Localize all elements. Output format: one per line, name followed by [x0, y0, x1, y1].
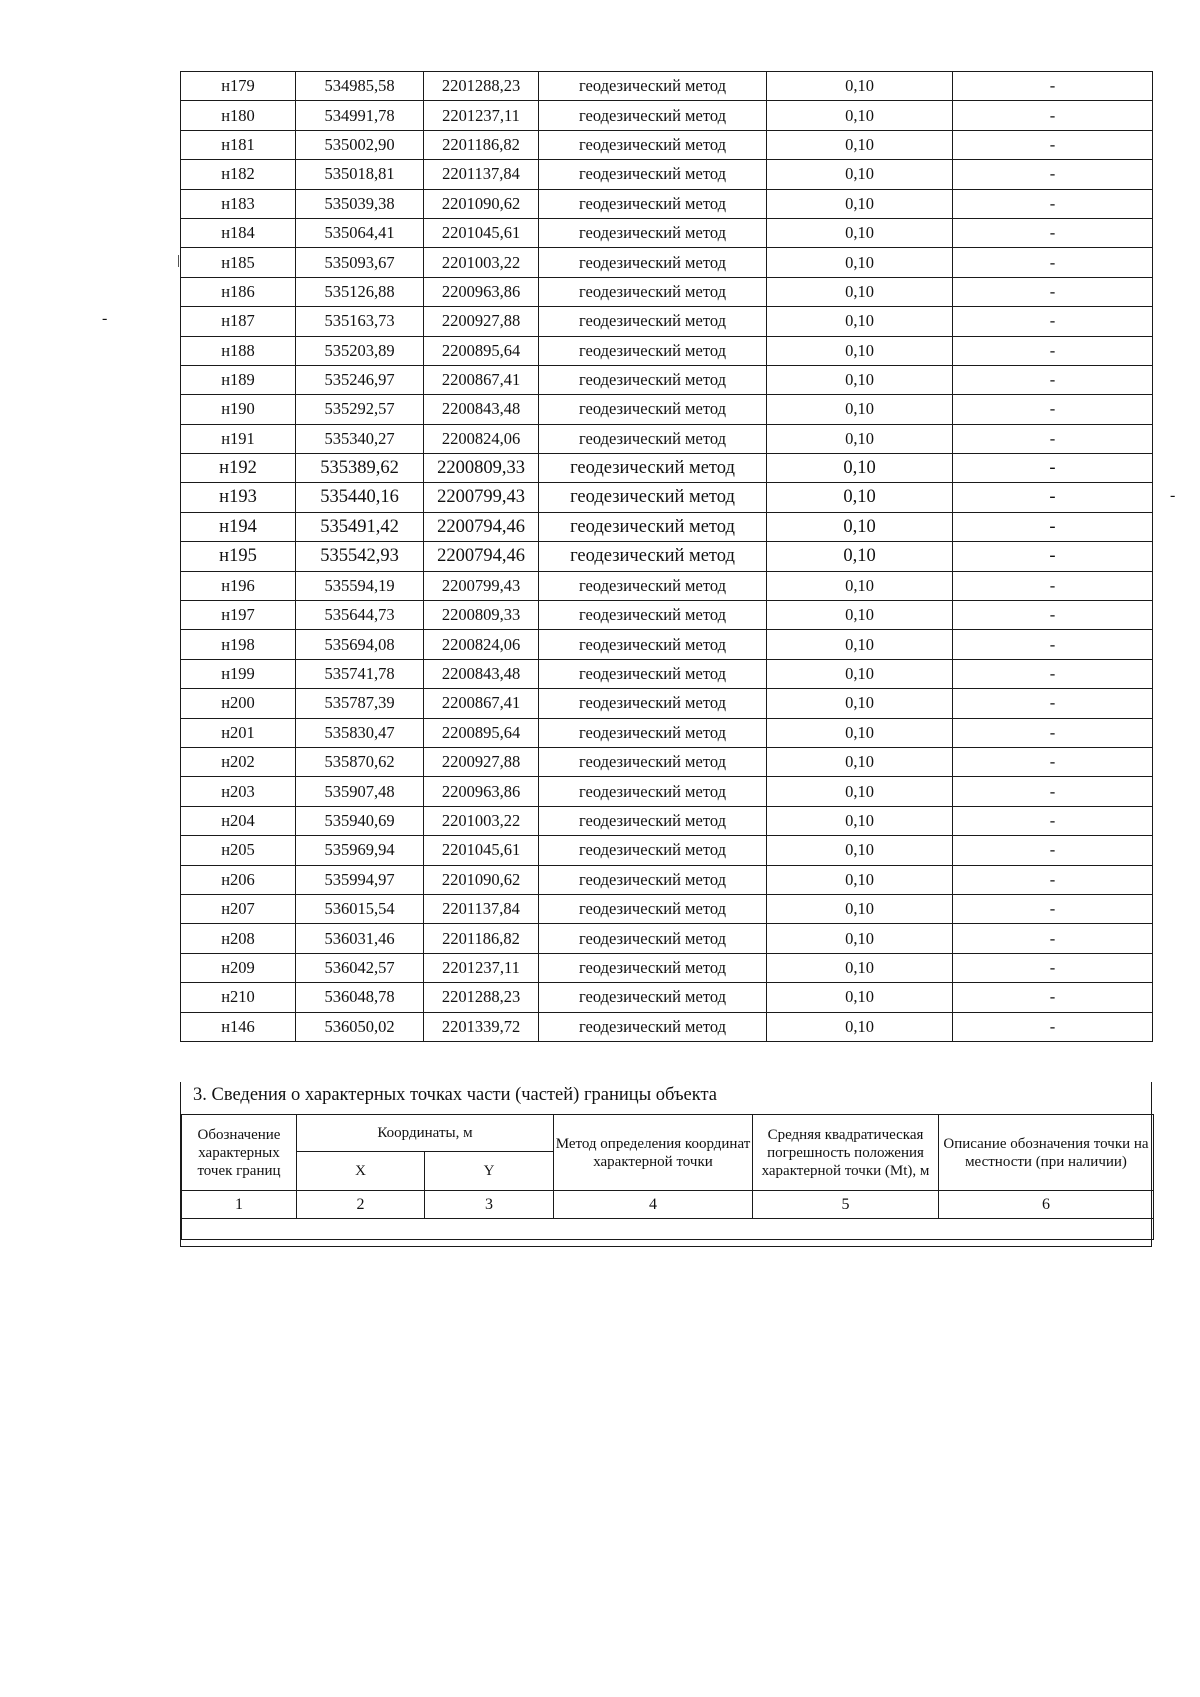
y-coordinate-cell: 2201288,23 [424, 72, 539, 101]
description-cell: - [953, 248, 1153, 277]
accuracy-cell: 0,10 [767, 806, 953, 835]
accuracy-cell: 0,10 [767, 601, 953, 630]
y-coordinate-cell: 2200927,88 [424, 747, 539, 776]
y-coordinate-cell: 2200895,64 [424, 336, 539, 365]
header-coordinates: Координаты, м [297, 1115, 554, 1152]
table-row [181, 865, 1153, 894]
y-coordinate-cell: 2201339,72 [424, 1012, 539, 1041]
accuracy-cell: 0,10 [767, 454, 953, 483]
table-row [181, 924, 1153, 953]
table-row [181, 983, 1153, 1012]
accuracy-cell: 0,10 [767, 277, 953, 306]
description-cell: - [953, 1012, 1153, 1041]
description-cell: - [953, 601, 1153, 630]
y-coordinate-cell: 2201090,62 [424, 189, 539, 218]
method-cell: геодезический метод [539, 659, 767, 688]
table-row [181, 601, 1153, 630]
y-coordinate-cell: 2201003,22 [424, 248, 539, 277]
x-coordinate-cell: 535741,78 [296, 659, 424, 688]
x-coordinate-cell: 535126,88 [296, 277, 424, 306]
y-coordinate-cell: 2201045,61 [424, 836, 539, 865]
y-coordinate-cell: 2201237,11 [424, 953, 539, 982]
x-coordinate-cell: 535002,90 [296, 130, 424, 159]
x-coordinate-cell: 535830,47 [296, 718, 424, 747]
description-cell: - [953, 189, 1153, 218]
table-row [181, 189, 1153, 218]
method-cell: геодезический метод [539, 630, 767, 659]
section-title: 3. Сведения о характерных точках части (частей) границы объекта [193, 1085, 718, 1105]
method-cell: геодезический метод [539, 836, 767, 865]
accuracy-cell: 0,10 [767, 189, 953, 218]
point-id-cell: н205 [181, 836, 296, 865]
table-row [181, 836, 1153, 865]
description-cell: - [953, 983, 1153, 1012]
y-coordinate-cell: 2200799,43 [424, 483, 539, 512]
table-row [181, 395, 1153, 424]
table-row [181, 542, 1153, 571]
point-id-cell: н197 [181, 601, 296, 630]
boundary-points-table [180, 71, 1153, 1042]
x-coordinate-cell: 535440,16 [296, 483, 424, 512]
y-coordinate-cell: 2200794,46 [424, 512, 539, 541]
y-coordinate-cell: 2200824,06 [424, 630, 539, 659]
x-coordinate-cell: 535940,69 [296, 806, 424, 835]
description-cell: - [953, 806, 1153, 835]
description-cell: - [953, 689, 1153, 718]
table-row [181, 365, 1153, 394]
boundary-points-body [181, 72, 1153, 1042]
table-row [181, 248, 1153, 277]
table-row [181, 777, 1153, 806]
point-id-cell: н179 [181, 72, 296, 101]
point-id-cell: н194 [181, 512, 296, 541]
description-cell: - [953, 218, 1153, 247]
table-row [181, 659, 1153, 688]
point-id-cell: н209 [181, 953, 296, 982]
table-row [181, 571, 1153, 600]
y-coordinate-cell: 2201186,82 [424, 924, 539, 953]
x-coordinate-cell: 534991,78 [296, 101, 424, 130]
y-coordinate-cell: 2200843,48 [424, 659, 539, 688]
column-number: 6 [939, 1191, 1154, 1219]
x-coordinate-cell: 535203,89 [296, 336, 424, 365]
method-cell: геодезический метод [539, 806, 767, 835]
x-coordinate-cell: 535542,93 [296, 542, 424, 571]
method-cell: геодезический метод [539, 395, 767, 424]
method-cell: геодезический метод [539, 865, 767, 894]
table-row [181, 689, 1153, 718]
y-coordinate-cell: 2201237,11 [424, 101, 539, 130]
table-row [181, 72, 1153, 101]
accuracy-cell: 0,10 [767, 365, 953, 394]
description-cell: - [953, 747, 1153, 776]
scan-artifact-tick [178, 255, 179, 267]
description-cell: - [953, 953, 1153, 982]
y-coordinate-cell: 2201090,62 [424, 865, 539, 894]
x-coordinate-cell: 535644,73 [296, 601, 424, 630]
method-cell: геодезический метод [539, 953, 767, 982]
y-coordinate-cell: 2200809,33 [424, 601, 539, 630]
point-id-cell: н196 [181, 571, 296, 600]
header-accuracy: Средняя квадратическая погрешность положения характерной точки (Mt), м [753, 1115, 939, 1191]
header-designation: Обозначение характерных точек границ [182, 1115, 297, 1191]
accuracy-cell: 0,10 [767, 983, 953, 1012]
table-row [181, 277, 1153, 306]
x-coordinate-cell: 535907,48 [296, 777, 424, 806]
table-row [181, 336, 1153, 365]
x-coordinate-cell: 535292,57 [296, 395, 424, 424]
point-id-cell: н187 [181, 307, 296, 336]
method-cell: геодезический метод [539, 277, 767, 306]
part-boundary-points-table [181, 1114, 1154, 1240]
y-coordinate-cell: 2200843,48 [424, 395, 539, 424]
point-id-cell: н204 [181, 806, 296, 835]
point-id-cell: н207 [181, 894, 296, 923]
y-coordinate-cell: 2201137,84 [424, 160, 539, 189]
point-id-cell: н183 [181, 189, 296, 218]
x-coordinate-cell: 536048,78 [296, 983, 424, 1012]
method-cell: геодезический метод [539, 777, 767, 806]
table-row [181, 747, 1153, 776]
point-id-cell: н181 [181, 130, 296, 159]
table-row [181, 512, 1153, 541]
x-coordinate-cell: 535039,38 [296, 189, 424, 218]
method-cell: геодезический метод [539, 424, 767, 453]
x-coordinate-cell: 536031,46 [296, 924, 424, 953]
method-cell: геодезический метод [539, 454, 767, 483]
table-row [181, 307, 1153, 336]
x-coordinate-cell: 536050,02 [296, 1012, 424, 1041]
description-cell: - [953, 395, 1153, 424]
table-row [181, 160, 1153, 189]
table-row [181, 806, 1153, 835]
method-cell: геодезический метод [539, 307, 767, 336]
y-coordinate-cell: 2201186,82 [424, 130, 539, 159]
description-cell: - [953, 454, 1153, 483]
accuracy-cell: 0,10 [767, 836, 953, 865]
column-number: 3 [425, 1191, 554, 1219]
point-id-cell: н201 [181, 718, 296, 747]
point-id-cell: н189 [181, 365, 296, 394]
method-cell: геодезический метод [539, 747, 767, 776]
method-cell: геодезический метод [539, 718, 767, 747]
header-method: Метод определения координат характерной точки [554, 1115, 753, 1191]
accuracy-cell: 0,10 [767, 512, 953, 541]
x-coordinate-cell: 535969,94 [296, 836, 424, 865]
method-cell: геодезический метод [539, 571, 767, 600]
method-cell: геодезический метод [539, 601, 767, 630]
y-coordinate-cell: 2200824,06 [424, 424, 539, 453]
point-id-cell: н198 [181, 630, 296, 659]
method-cell: геодезический метод [539, 483, 767, 512]
x-coordinate-cell: 535064,41 [296, 218, 424, 247]
table-row [181, 101, 1153, 130]
x-coordinate-cell: 535389,62 [296, 454, 424, 483]
table-row [181, 630, 1153, 659]
point-id-cell: н182 [181, 160, 296, 189]
description-cell: - [953, 542, 1153, 571]
accuracy-cell: 0,10 [767, 894, 953, 923]
header-y: Y [425, 1152, 554, 1191]
accuracy-cell: 0,10 [767, 395, 953, 424]
point-id-cell: н185 [181, 248, 296, 277]
point-id-cell: н184 [181, 218, 296, 247]
description-cell: - [953, 424, 1153, 453]
accuracy-cell: 0,10 [767, 659, 953, 688]
description-cell: - [953, 160, 1153, 189]
point-id-cell: н200 [181, 689, 296, 718]
description-cell: - [953, 718, 1153, 747]
point-id-cell: н146 [181, 1012, 296, 1041]
method-cell: геодезический метод [539, 248, 767, 277]
description-cell: - [953, 777, 1153, 806]
method-cell: геодезический метод [539, 689, 767, 718]
stray-mark-right: - [1170, 487, 1176, 504]
y-coordinate-cell: 2201045,61 [424, 218, 539, 247]
point-id-cell: н192 [181, 454, 296, 483]
accuracy-cell: 0,10 [767, 747, 953, 776]
table-row [181, 718, 1153, 747]
column-number: 1 [182, 1191, 297, 1219]
description-cell: - [953, 101, 1153, 130]
x-coordinate-cell: 536015,54 [296, 894, 424, 923]
description-cell: - [953, 924, 1153, 953]
method-cell: геодезический метод [539, 1012, 767, 1041]
description-cell: - [953, 365, 1153, 394]
method-cell: геодезический метод [539, 894, 767, 923]
point-id-cell: н206 [181, 865, 296, 894]
description-cell: - [953, 307, 1153, 336]
description-cell: - [953, 512, 1153, 541]
table-row [181, 424, 1153, 453]
y-coordinate-cell: 2200809,33 [424, 454, 539, 483]
point-id-cell: н203 [181, 777, 296, 806]
x-coordinate-cell: 536042,57 [296, 953, 424, 982]
y-coordinate-cell: 2201288,23 [424, 983, 539, 1012]
accuracy-cell: 0,10 [767, 924, 953, 953]
x-coordinate-cell: 535787,39 [296, 689, 424, 718]
method-cell: геодезический метод [539, 101, 767, 130]
point-id-cell: н191 [181, 424, 296, 453]
description-cell: - [953, 336, 1153, 365]
method-cell: геодезический метод [539, 512, 767, 541]
point-id-cell: н210 [181, 983, 296, 1012]
description-cell: - [953, 659, 1153, 688]
table-row [181, 1012, 1153, 1041]
column-number: 2 [297, 1191, 425, 1219]
x-coordinate-cell: 535491,42 [296, 512, 424, 541]
y-coordinate-cell: 2200867,41 [424, 689, 539, 718]
x-coordinate-cell: 534985,58 [296, 72, 424, 101]
table-row [181, 483, 1153, 512]
header-description: Описание обозначения точки на местности (при наличии) [939, 1115, 1154, 1191]
description-cell: - [953, 836, 1153, 865]
table-row [181, 894, 1153, 923]
accuracy-cell: 0,10 [767, 630, 953, 659]
stray-mark-left: - [102, 310, 108, 327]
description-cell: - [953, 72, 1153, 101]
description-cell: - [953, 130, 1153, 159]
section-3-block [180, 1082, 1152, 1247]
x-coordinate-cell: 535340,27 [296, 424, 424, 453]
x-coordinate-cell: 535870,62 [296, 747, 424, 776]
point-id-cell: н195 [181, 542, 296, 571]
method-cell: геодезический метод [539, 130, 767, 159]
method-cell: геодезический метод [539, 218, 767, 247]
method-cell: геодезический метод [539, 542, 767, 571]
method-cell: геодезический метод [539, 365, 767, 394]
x-coordinate-cell: 535018,81 [296, 160, 424, 189]
method-cell: геодезический метод [539, 924, 767, 953]
y-coordinate-cell: 2200963,86 [424, 777, 539, 806]
accuracy-cell: 0,10 [767, 424, 953, 453]
accuracy-cell: 0,10 [767, 718, 953, 747]
table-row [181, 218, 1153, 247]
method-cell: геодезический метод [539, 983, 767, 1012]
y-coordinate-cell: 2200794,46 [424, 542, 539, 571]
point-id-cell: н180 [181, 101, 296, 130]
accuracy-cell: 0,10 [767, 571, 953, 600]
y-coordinate-cell: 2200963,86 [424, 277, 539, 306]
method-cell: геодезический метод [539, 160, 767, 189]
y-coordinate-cell: 2201137,84 [424, 894, 539, 923]
x-coordinate-cell: 535994,97 [296, 865, 424, 894]
accuracy-cell: 0,10 [767, 218, 953, 247]
y-coordinate-cell: 2200895,64 [424, 718, 539, 747]
x-coordinate-cell: 535093,67 [296, 248, 424, 277]
table-row [181, 454, 1153, 483]
description-cell: - [953, 630, 1153, 659]
point-id-cell: н193 [181, 483, 296, 512]
point-id-cell: н188 [181, 336, 296, 365]
description-cell: - [953, 865, 1153, 894]
point-id-cell: н199 [181, 659, 296, 688]
accuracy-cell: 0,10 [767, 483, 953, 512]
description-cell: - [953, 894, 1153, 923]
point-id-cell: н190 [181, 395, 296, 424]
x-coordinate-cell: 535163,73 [296, 307, 424, 336]
empty-row [182, 1219, 1154, 1240]
point-id-cell: н186 [181, 277, 296, 306]
point-id-cell: н208 [181, 924, 296, 953]
column-number: 4 [554, 1191, 753, 1219]
accuracy-cell: 0,10 [767, 689, 953, 718]
y-coordinate-cell: 2200799,43 [424, 571, 539, 600]
column-number: 5 [753, 1191, 939, 1219]
point-id-cell: н202 [181, 747, 296, 776]
x-coordinate-cell: 535246,97 [296, 365, 424, 394]
description-cell: - [953, 277, 1153, 306]
accuracy-cell: 0,10 [767, 101, 953, 130]
method-cell: геодезический метод [539, 336, 767, 365]
header-x: X [297, 1152, 425, 1191]
accuracy-cell: 0,10 [767, 542, 953, 571]
accuracy-cell: 0,10 [767, 160, 953, 189]
description-cell: - [953, 483, 1153, 512]
table-row [181, 130, 1153, 159]
table-row [181, 953, 1153, 982]
method-cell: геодезический метод [539, 189, 767, 218]
accuracy-cell: 0,10 [767, 72, 953, 101]
y-coordinate-cell: 2200867,41 [424, 365, 539, 394]
accuracy-cell: 0,10 [767, 248, 953, 277]
accuracy-cell: 0,10 [767, 865, 953, 894]
accuracy-cell: 0,10 [767, 1012, 953, 1041]
accuracy-cell: 0,10 [767, 953, 953, 982]
y-coordinate-cell: 2201003,22 [424, 806, 539, 835]
x-coordinate-cell: 535694,08 [296, 630, 424, 659]
accuracy-cell: 0,10 [767, 307, 953, 336]
accuracy-cell: 0,10 [767, 130, 953, 159]
accuracy-cell: 0,10 [767, 777, 953, 806]
description-cell: - [953, 571, 1153, 600]
x-coordinate-cell: 535594,19 [296, 571, 424, 600]
method-cell: геодезический метод [539, 72, 767, 101]
y-coordinate-cell: 2200927,88 [424, 307, 539, 336]
accuracy-cell: 0,10 [767, 336, 953, 365]
